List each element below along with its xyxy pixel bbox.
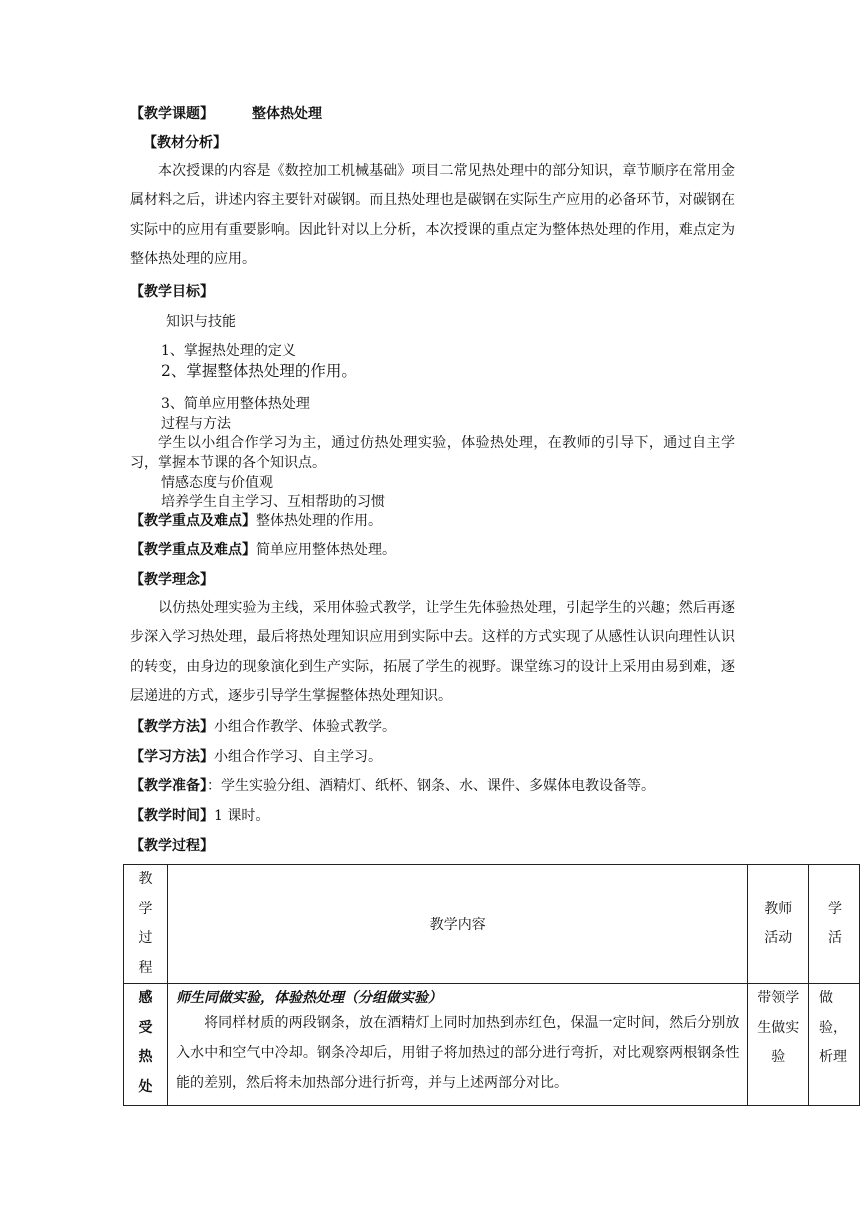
time-line	[130, 806, 269, 826]
header-student: 学活	[827, 900, 842, 946]
goals-label: 【教学目标】	[130, 284, 214, 300]
row1-student: 做验，析理	[818, 990, 847, 1065]
prep-line	[130, 776, 655, 796]
method-line	[130, 717, 396, 737]
study-text: 小组合作学习、自主学习。	[214, 749, 382, 765]
key-point-label: 【教学重点及难点】	[130, 513, 256, 529]
analysis-label: 【教材分析】	[143, 135, 227, 151]
difficulty-label: 【教学重点及难点】	[130, 542, 256, 558]
prep-label: 【教学准备】	[130, 778, 207, 794]
row1-text: 将同样材质的两段钢条，放在酒精灯上同时加热到赤红色，保温一定时间，然后分别放入水中和空气中冷却。钢条冷却后，用钳子将加热过的部分进行弯折，对比观察两根钢条性能的差别，然后将未加热部分进行折弯，并与上述两部分对比。	[176, 1015, 740, 1091]
key-point-text: 整体热处理的作用。	[256, 513, 382, 529]
concept-text: 以仿热处理实验为主线，采用体验式教学，让学生先体验热处理，引起学生的兴趣；然后再逐步深入学习热处理，最后将热处理知识应用到实际中去。这样的方式实现了从感性认识向理性认识的转变，由身边的现象演化到生产实际，拓展了学生的视野。课堂练习的设计上采用由易到难，逐层递进的方式，逐步引导学生掌握整体热处理知识。	[130, 600, 735, 704]
header-process-cell	[124, 865, 168, 984]
row1-teacher: 带领学生做实验	[757, 990, 800, 1065]
row1-title: 师生同做实验，体验热处理（分组做实验）	[176, 990, 443, 1006]
emotion-text: 培养学生自主学习、互相帮助的习惯	[161, 494, 385, 510]
header-student-cell	[808, 865, 859, 984]
table-row	[124, 984, 860, 1106]
topic-value: 整体热处理	[252, 106, 322, 122]
process-method-heading: 过程与方法	[161, 416, 231, 432]
header-content: 教学内容	[429, 917, 486, 933]
topic-label: 【教学课题】	[130, 106, 214, 122]
time-label: 【教学时间】	[130, 808, 214, 824]
process-method-text: 学生以小组合作学习为主，通过仿热处理实验，体验热处理，在教师的引导下，通过自主学习，掌握本节课的各个知识点。	[130, 435, 735, 471]
table-header-row	[124, 865, 860, 984]
header-teacher: 教师活动	[764, 900, 793, 946]
goal-3: 3、简单应用整体热处理	[161, 396, 310, 412]
analysis-text: 本次授课的内容是《数控加工机械基础》项目二常见热处理中的部分知识，章节顺序在常用金属材料之后，讲述内容主要针对碳钢。而且热处理也是碳钢在实际生产应用的必备环节，对碳钢在实际中的应用有重要影响。因此针对以上分析，本次授课的重点定为整体热处理的作用，难点定为整体热处理的应用。	[130, 163, 735, 267]
teaching-process-table	[123, 864, 860, 1106]
row1-process-cell	[124, 984, 168, 1106]
row1-process: 感受热处	[138, 990, 153, 1095]
row1-content-cell	[168, 984, 748, 1106]
header-content-cell	[168, 865, 748, 984]
emotion-heading: 情感态度与价值观	[161, 475, 273, 491]
header-process: 教学过程	[138, 871, 153, 976]
study-label: 【学习方法】	[130, 749, 214, 765]
method-label: 【教学方法】	[130, 719, 214, 735]
prep-text: ：学生实验分组、酒精灯、纸杯、钢条、水、课件、多媒体电教设备等。	[207, 778, 655, 794]
process-label: 【教学过程】	[130, 838, 214, 854]
goal-2: 2、掌握整体热处理的作用。	[161, 362, 357, 380]
study-line	[130, 747, 382, 767]
time-text: 1 课时。	[214, 808, 270, 824]
goal-1: 1、掌握热处理的定义	[161, 343, 296, 359]
method-text: 小组合作教学、体验式教学。	[214, 719, 396, 735]
difficulty-line	[130, 540, 396, 560]
row1-student-cell	[808, 984, 859, 1106]
row1-teacher-cell	[748, 984, 809, 1106]
knowledge-heading: 知识与技能	[166, 314, 236, 330]
difficulty-text: 简单应用整体热处理。	[256, 542, 396, 558]
key-point-line	[130, 511, 382, 531]
header-teacher-cell	[748, 865, 809, 984]
concept-label: 【教学理念】	[130, 572, 214, 588]
